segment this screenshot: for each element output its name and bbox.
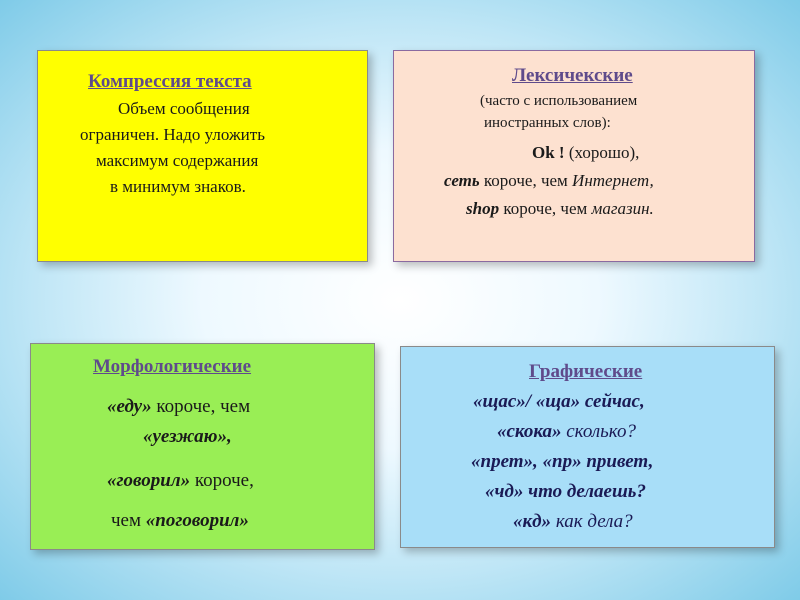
compression-line-4: в минимум знаков. [110,177,246,196]
morph-line-3 [107,470,254,492]
lexical-shop-chem: чем [560,199,592,218]
compression-title: Компрессия текста [88,71,252,92]
morph-word-edu: «еду» [107,396,152,417]
graphic-row-3 [471,451,653,473]
morph-card [30,343,375,550]
lexical-shop-mid: короче, [499,199,561,218]
morph-title: Морфологические [93,356,252,377]
graphic-row-4 [485,481,646,503]
lexical-note-2: иностранных слов): [484,115,611,131]
compression-card [37,50,368,262]
lexical-ok-word: Ok ! [532,143,565,162]
lexical-shop-word: shop [466,199,500,218]
compression-line-1: Объем сообщения [118,99,250,118]
morph-word-govoril: «говорил» [107,470,191,491]
graphic-meaning-3: привет, [586,451,654,472]
graphic-abbr-2: «скока» [497,421,562,442]
lexical-set-mid: короче, чем [479,171,573,190]
lexical-ok-rest: (хорошо), [564,143,640,162]
graphic-row-1 [473,391,645,413]
compression-line-3: максимум содержания [96,151,259,170]
graphic-meaning-2: сколько? [566,421,636,442]
morph-line-1 [107,396,250,418]
morph-word-uezzhayu: «уезжаю», [143,426,232,447]
graphic-title: Графические [529,361,643,382]
lexical-card [393,50,755,262]
graphic-abbr-4: «чд» [485,481,524,502]
lexical-set-word: сеть [444,171,480,190]
lexical-shop-target: магазин. [591,199,654,218]
compression-line-2: ограничен. Надо уложить [80,125,265,144]
morph-line-1-rest: короче, чем [151,396,251,417]
graphic-meaning-1: сейчас, [584,391,645,412]
graphic-abbr-1: «щас»/ «ща» [473,391,581,412]
morph-line-4 [111,510,249,532]
graphic-card [400,346,775,548]
lexical-note-1: (часто с использованием [480,93,638,109]
lexical-set-target: Интернет, [572,171,654,190]
graphic-row-5 [513,511,633,533]
lexical-shop-line [466,199,654,219]
graphic-meaning-5: как дела? [555,511,633,532]
morph-line-3-rest: короче, [190,470,254,491]
graphic-meaning-4: что делаешь? [528,481,646,502]
morph-line-2 [143,426,232,448]
lexical-title: Лексичекские [512,65,633,86]
graphic-abbr-5: «кд» [513,511,552,532]
graphic-abbr-3: «прет», «пр» [471,451,582,472]
lexical-ok-line [532,143,639,163]
lexical-set-line [444,171,654,191]
morph-word-pogovoril: «поговорил» [145,510,249,531]
graphic-row-2 [497,421,636,443]
morph-line-4-prefix: чем [111,510,146,531]
